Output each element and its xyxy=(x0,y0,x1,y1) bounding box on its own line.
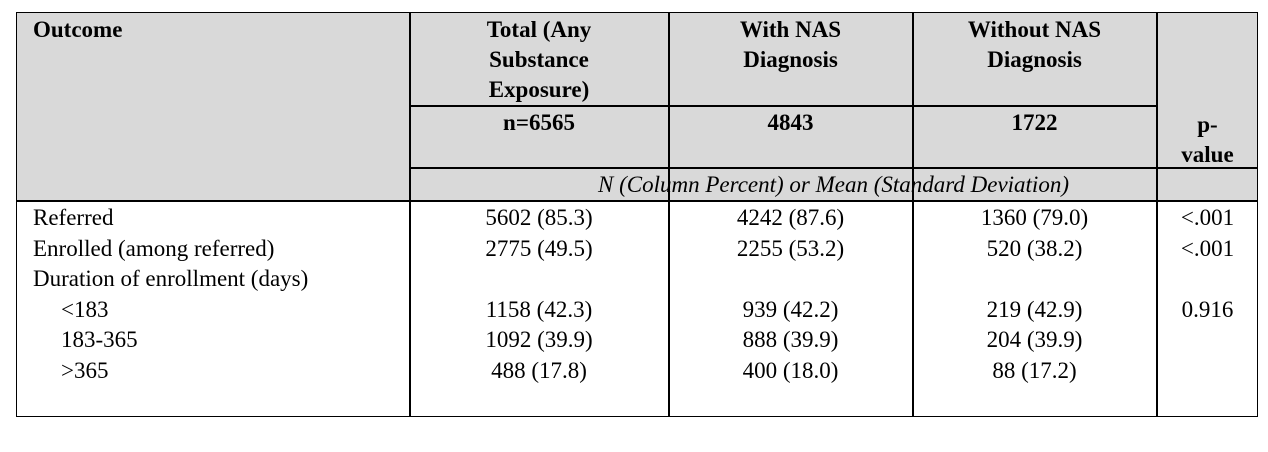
n-without-nas: 1722 xyxy=(1011,110,1058,135)
row-value-total: 488 (17.8) xyxy=(491,357,587,383)
row-value-with: 4242 (87.6) xyxy=(736,205,845,230)
row-value-with: 939 (42.2) xyxy=(742,296,839,322)
header-with-line: Diagnosis xyxy=(743,47,838,72)
row-value-p: <.001 xyxy=(1180,235,1235,261)
row-value-with: 888 (39.9) xyxy=(742,327,839,352)
header-without-line: Without NAS xyxy=(967,17,1102,42)
table-row xyxy=(17,234,1257,264)
header-pvalue-line: value xyxy=(1181,142,1234,167)
row-value-total: 2775 (49.5) xyxy=(485,235,593,261)
row-label: 183-365 xyxy=(61,327,138,352)
row-value-with: 2255 (53.2) xyxy=(736,235,845,261)
row-value-p: <.001 xyxy=(1180,205,1235,230)
row-label: Referred xyxy=(33,205,114,230)
header-total-line: Total (Any xyxy=(486,17,592,42)
table-row xyxy=(17,203,1257,233)
row-value-total: 5602 (85.3) xyxy=(485,205,593,230)
header-total xyxy=(409,15,669,105)
row-value-p: 0.916 xyxy=(1181,296,1234,322)
row-value-total: 1158 (42.3) xyxy=(485,296,593,322)
row-value-total: 1092 (39.9) xyxy=(485,327,593,352)
header-with-line: With NAS xyxy=(739,17,842,42)
row-value-with: 400 (18.0) xyxy=(742,357,839,383)
table-row xyxy=(17,295,1257,325)
statistic-subheader: N (Column Percent) or Mean (Standard Deviation) xyxy=(598,172,1069,197)
header-outcome: Outcome xyxy=(33,17,123,42)
table-row xyxy=(17,325,1257,355)
n-with-nas: 4843 xyxy=(767,110,814,135)
row-label: <183 xyxy=(61,296,109,322)
header-divider xyxy=(409,167,1258,169)
header-pvalue-line: p- xyxy=(1197,112,1218,137)
row-label: Enrolled (among referred) xyxy=(33,235,275,261)
row-value-without: 219 (42.9) xyxy=(986,296,1083,322)
header-pvalue xyxy=(1156,110,1259,170)
header-divider xyxy=(409,105,1157,107)
table-row xyxy=(17,264,1257,294)
row-value-without: 520 (38.2) xyxy=(986,235,1083,261)
outcomes-table xyxy=(16,12,1258,417)
header-without-line: Diagnosis xyxy=(987,47,1082,72)
header-total-line: Exposure) xyxy=(488,77,590,102)
row-label: >365 xyxy=(61,357,109,383)
row-value-without: 88 (17.2) xyxy=(992,357,1077,383)
header-bottom-divider xyxy=(17,200,1257,202)
header-with-nas xyxy=(668,15,913,75)
header-without-nas xyxy=(912,15,1157,75)
row-label: Duration of enrollment (days) xyxy=(33,266,309,291)
row-value-without: 204 (39.9) xyxy=(986,327,1083,352)
table-row xyxy=(17,356,1257,386)
row-value-without: 1360 (79.0) xyxy=(980,205,1089,230)
header-total-line: Substance xyxy=(489,47,589,72)
n-total: n=6565 xyxy=(503,110,575,135)
